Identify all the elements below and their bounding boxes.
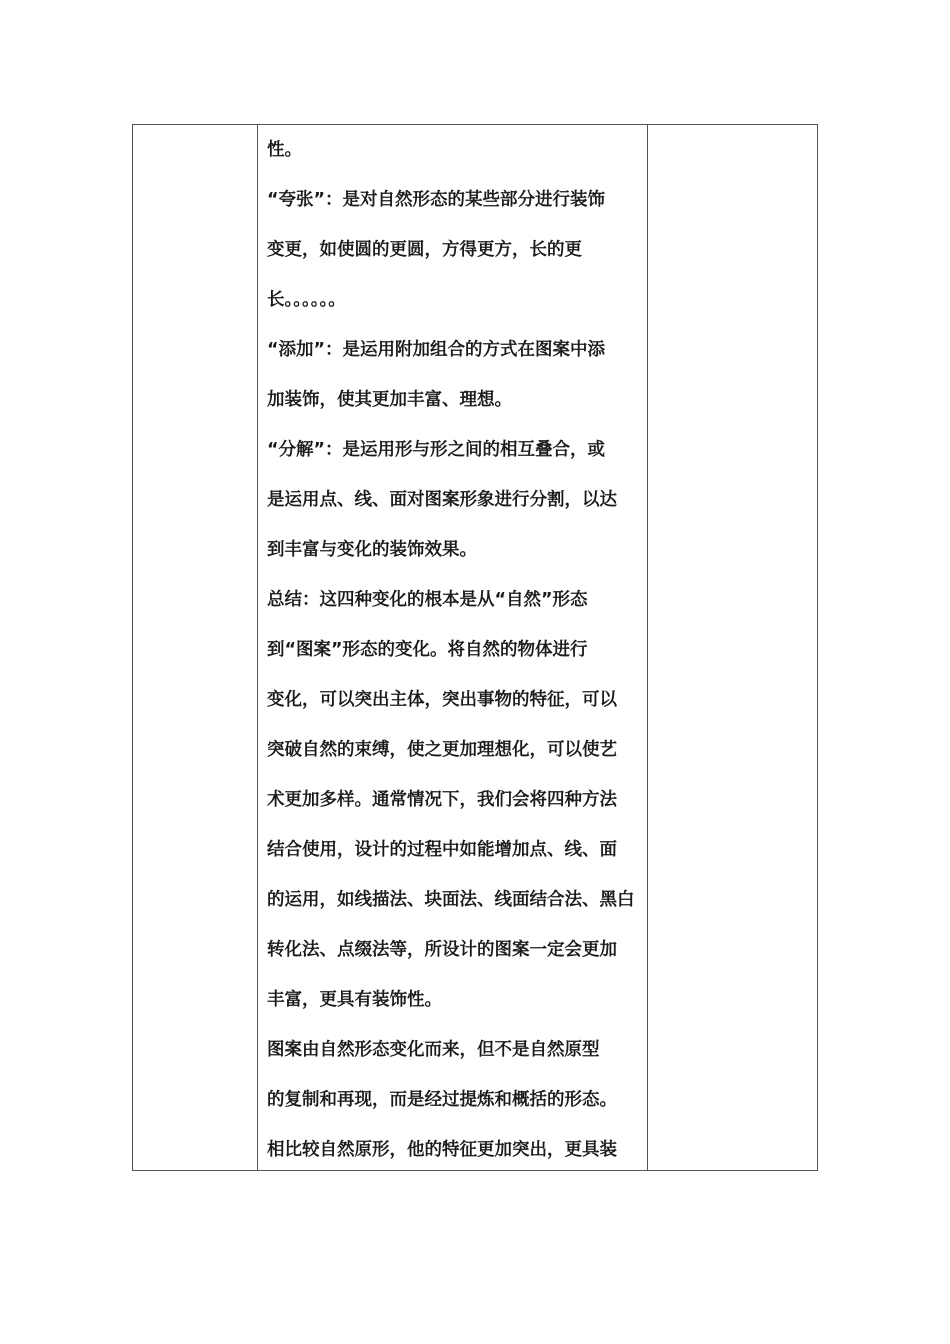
text-line: 变更，如使圆的更圆，方得更方，长的更	[267, 240, 582, 260]
text-line: 加装饰，使其更加丰富、理想。	[267, 390, 512, 410]
text-line: “夸张”：是对自然形态的某些部分进行装饰	[267, 190, 606, 210]
text-line: 术更加多样。通常情况下，我们会将四种方法	[267, 790, 617, 810]
text-line: 图案由自然形态变化而来，但不是自然原型	[267, 1040, 600, 1060]
text-line: 丰富，更具有装饰性。	[267, 990, 442, 1010]
text-line: 突破自然的束缚，使之更加理想化，可以使艺	[267, 740, 617, 760]
text-line: 变化，可以突出主体，突出事物的特征，可以	[267, 690, 617, 710]
table-cell-content	[258, 125, 648, 1170]
text-line: 到丰富与变化的装饰效果。	[267, 540, 477, 560]
text-line: 结合使用，设计的过程中如能增加点、线、面	[267, 840, 617, 860]
table-cell-right	[648, 125, 817, 1170]
text-line: 总结：这四种变化的根本是从“自然”形态	[267, 590, 588, 610]
text-line: 的复制和再现，而是经过提炼和概括的形态。	[267, 1090, 617, 1110]
text-line: 性。	[267, 140, 302, 160]
table-cell-left	[133, 125, 258, 1170]
text-line: 的运用，如线描法、块面法、线面结合法、黑白	[267, 890, 635, 910]
text-line: “分解”：是运用形与形之间的相互叠合，或	[267, 440, 606, 460]
document-table	[132, 124, 818, 1171]
text-line: 到“图案”形态的变化。将自然的物体进行	[267, 640, 588, 660]
text-line: 是运用点、线、面对图案形象进行分割，以达	[267, 490, 617, 510]
text-line: 相比较自然原形，他的特征更加突出，更具装	[267, 1140, 617, 1160]
text-line: 转化法、点缀法等，所设计的图案一定会更加	[267, 940, 617, 960]
text-line: 长。。。。。。	[267, 290, 346, 310]
text-line: “添加”：是运用附加组合的方式在图案中添	[267, 340, 606, 360]
